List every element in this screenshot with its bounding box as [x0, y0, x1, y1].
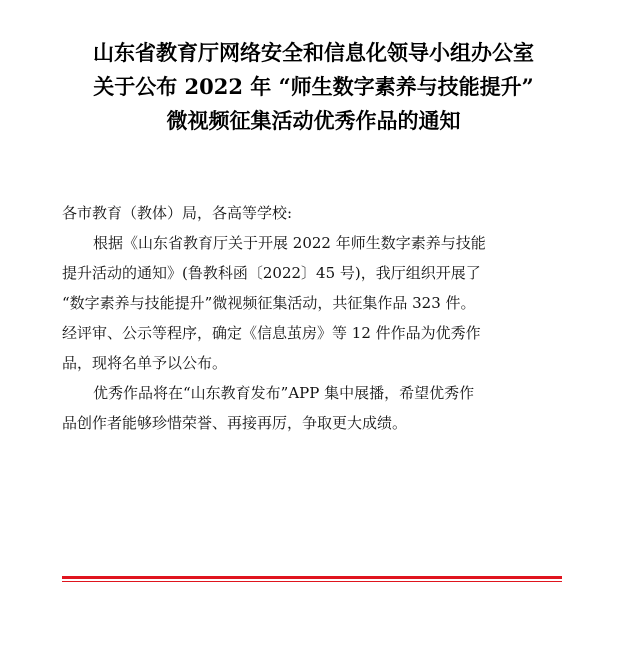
title-line-1: 山东省教育厅网络安全和信息化领导小组办公室 — [93, 40, 534, 65]
title-line-2: 关于公布 2022 年 “师生数字素养与技能提升” — [93, 74, 534, 99]
salutation: 各市教育（教体）局，各高等学校: — [62, 204, 293, 222]
red-divider-thick — [62, 576, 562, 579]
paragraph-2-line: 优秀作品将在“山东教育发布”APP 集中展播，希望优秀作 — [93, 384, 475, 402]
document-body — [62, 198, 572, 438]
paragraph-1-line: 提升活动的通知》(鲁教科函〔2022〕45 号)，我厅组织开展了 — [62, 264, 481, 282]
title-line-3: 微视频征集活动优秀作品的通知 — [166, 108, 461, 133]
red-divider-thin — [62, 581, 562, 582]
paragraph-1-line: 品，现将名单予以公布。 — [62, 354, 228, 372]
document-title — [40, 36, 587, 138]
paragraph-1-line: 经评审、公示等程序，确定《信息茧房》等 12 件作品为优秀作 — [62, 324, 481, 342]
paragraph-2-line: 品创作者能够珍惜荣誉、再接再厉，争取更大成绩。 — [62, 414, 408, 432]
paragraph-1-line: 根据《山东省教育厅关于开展 2022 年师生数字素养与技能 — [93, 234, 486, 252]
paragraph-2 — [62, 378, 572, 438]
paragraph-1 — [62, 228, 572, 378]
paragraph-1-line: “数字素养与技能提升”微视频征集活动，共征集作品 323 件。 — [62, 294, 476, 312]
